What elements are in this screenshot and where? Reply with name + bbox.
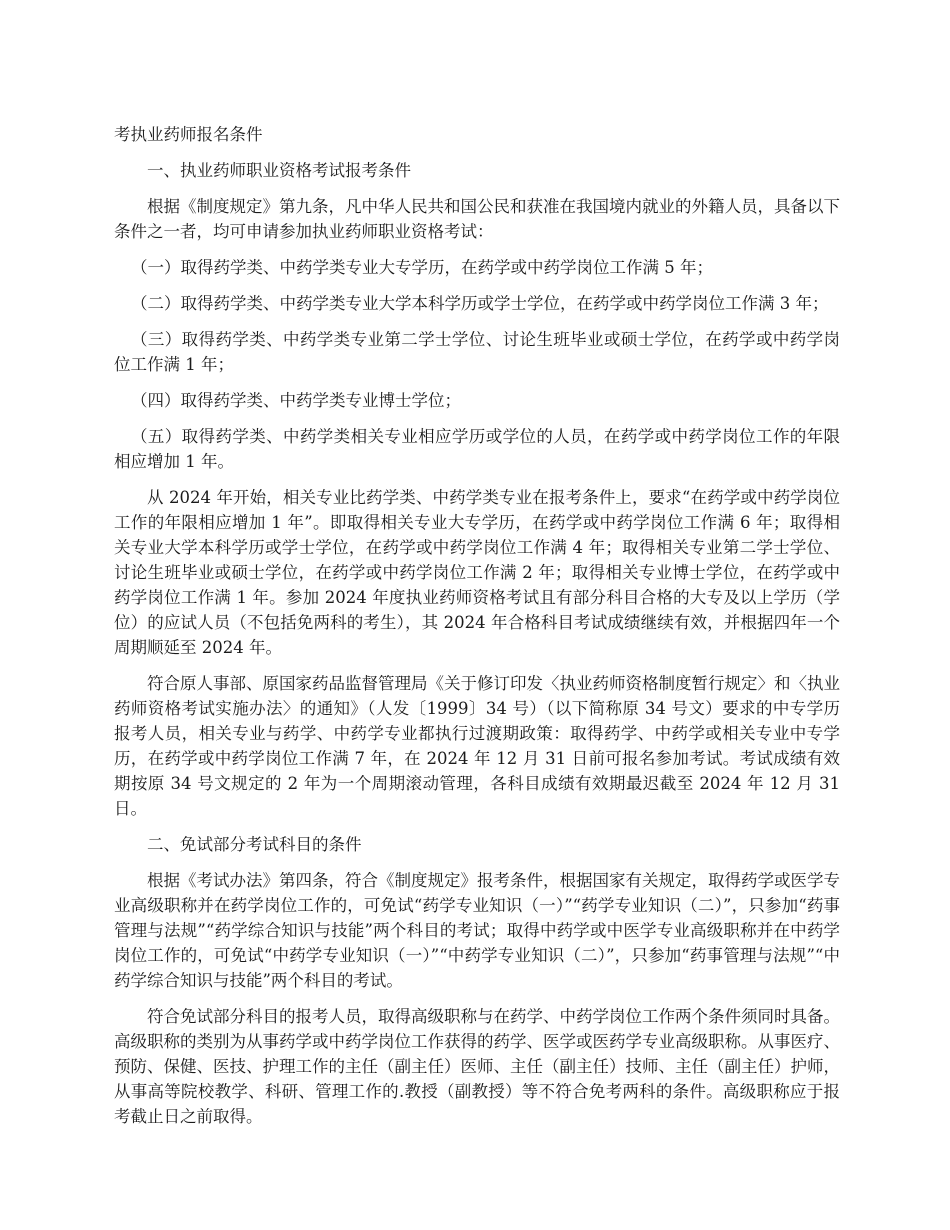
paragraph-transition-policy: 符合原人事部、原国家药品监督管理局《关于修订印发〈执业药师资格制度暂行规定〉和〈执业药师资格考试实施办法〉的通知》（人发〔1999〕34 号）（以下简称原 34 号文）要求的中专学历报考人员，相关专业与药学、中药学专业都执行过渡期政策：取得药学、中药学或相关专业中专学历，在药学或中药学岗位工作满 7 年，在 2024 年 12 月 31 日前可报名参加考试。考试成绩有效期按原 34 号文规定的 2 年为一个周期滚动管理，各科目成绩有效期最迟截至 2024 年 12 月 31 日。 bbox=[114, 674, 840, 818]
document-title: 考执业药师报名条件 bbox=[114, 125, 263, 144]
condition-item-1: （一）取得药学类、中药学类专业大专学历，在药学或中药学岗位工作满 5 年； bbox=[131, 258, 713, 277]
condition-item-2: （二）取得药学类、中药学类专业大学本科学历或学士学位，在药学或中药学岗位工作满 3 年； bbox=[131, 294, 829, 313]
document-page bbox=[114, 122, 840, 1140]
paragraph-exemption-rules: 根据《考试办法》第四条，符合《制度规定》报考条件，根据国家有关规定，取得药学或医学专业高级职称并在药学岗位工作的，可免试“药学专业知识（一）”“药学专业知识（二）”，只参加“药事管理与法规”“药学综合知识与技能”两个科目的考试；取得中药学或中医学专业高级职称并在中药学岗位工作的，可免试“中药学专业知识（一）”“中药学专业知识（二）”，只参加“药事管理与法规”“中药学综合知识与技能”两个科目的考试。 bbox=[114, 871, 840, 990]
section-heading-2: 二、免试部分考试科目的条件 bbox=[147, 835, 362, 854]
condition-item-4: （四）取得药学类、中药学类专业博士学位； bbox=[131, 391, 461, 410]
paragraph-intro: 根据《制度规定》第九条，凡中华人民共和国公民和获准在我国境内就业的外籍人员，具备以下条件之一者，均可申请参加执业药师职业资格考试： bbox=[114, 197, 840, 241]
condition-item-3: （三）取得药学类、中药学类专业第二学士学位、讨论生班毕业或硕士学位，在药学或中药学岗位工作满 1 年； bbox=[114, 330, 840, 374]
paragraph-exemption-requirements: 符合免试部分科目的报考人员，取得高级职称与在药学、中药学岗位工作两个条件须同时具备。高级职称的类别为从事药学或中药学岗位工作获得的药学、医学或医药学专业高级职称。从事医疗、预防、保健、医技、护理工作的主任（副主任）医师、主任（副主任）技师、主任（副主任）护师，从事高等院校教学、科研、管理工作的.教授（副教授）等不符合免考两科的条件。高级职称应于报考截止日之前取得。 bbox=[114, 1007, 840, 1126]
paragraph-2024-policy: 从 2024 年开始，相关专业比药学类、中药学类专业在报考条件上，要求“在药学或中药学岗位工作的年限相应增加 1 年”。即取得相关专业大专学历，在药学或中药学岗位工作满 6 年；取得相关专业大学本科学历或学士学位，在药学或中药学岗位工作满 4 年；取得相关专业第二学士学位、讨论生班毕业或硕士学位，在药学或中药学岗位工作满 2 年；取得相关专业博士学位，在药学或中药学岗位工作满 1 年。参加 2024 年度执业药师资格考试且有部分科目合格的大专及以上学历（学位）的应试人员（不包括免两科的考生），其 2024 年合格科目考试成绩继续有效，并根据四年一个周期顺延至 2024 年。 bbox=[114, 488, 840, 657]
condition-item-5: （五）取得药学类、中药学类相关专业相应学历或学位的人员，在药学或中药学岗位工作的年限相应增加 1 年。 bbox=[114, 427, 840, 471]
section-heading-1: 一、执业药师职业资格考试报考条件 bbox=[147, 161, 411, 180]
